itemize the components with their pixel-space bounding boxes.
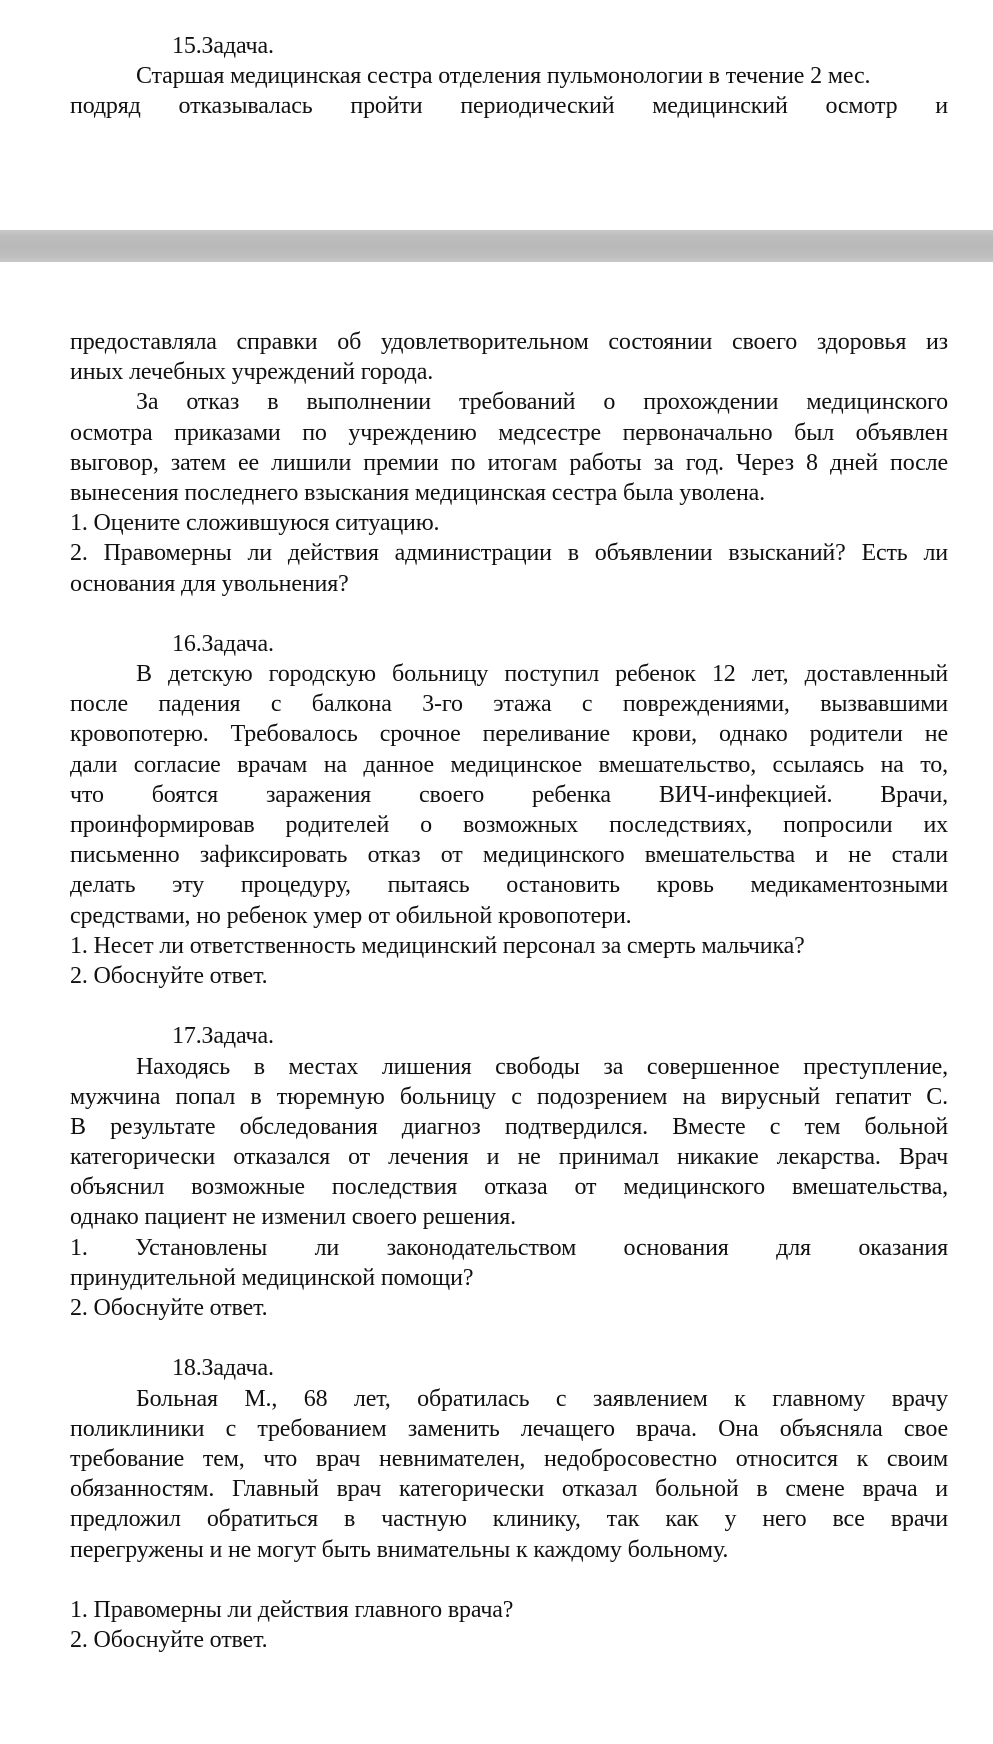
paragraph-line: средствами, но ребенок умер от обильной кровопотери. <box>70 902 632 929</box>
paragraph-line: В результате обследования диагноз подтвердился. Вместе с тем больной <box>70 1113 948 1140</box>
paragraph-line: после падения с балкона 3-го этажа с повреждениями, вызвавшими <box>70 691 948 718</box>
spacer <box>70 991 948 1021</box>
page-fragment-bottom <box>0 262 993 1744</box>
page-fragment-top <box>0 0 993 230</box>
paragraph-line: вынесения последнего взыскания медицинская сестра была уволена. <box>70 479 766 506</box>
spacer <box>70 1323 948 1353</box>
question-item: 2. Правомерны ли действия администрации в объявлении взысканий? Есть ли <box>70 540 948 567</box>
paragraph-line: Больная М., 68 лет, обратилась с заявлением к главному врачу <box>136 1385 948 1412</box>
task-18-title: 18.Задача. <box>172 1355 274 1382</box>
document-body <box>70 327 948 1655</box>
paragraph-line: Находясь в местах лишения свободы за совершенное преступление, <box>136 1053 948 1080</box>
paragraph-line: письменно зафиксировать отказ от медицинского вмешательства и не стали <box>70 842 948 869</box>
task-15-title: 15.Задача. <box>172 33 274 59</box>
paragraph-line: проинформировав родителей о возможных последствиях, попросили их <box>70 812 948 838</box>
paragraph-line: В детскую городскую больницу поступил ребенок 12 лет, доставленный <box>136 661 948 688</box>
paragraph-line: делать эту процедуру, пытаясь остановить кровь медикаментозными <box>70 872 948 899</box>
question-item: 2. Обоснуйте ответ. <box>70 962 268 989</box>
paragraph-line: иных лечебных учреждений города. <box>70 359 434 386</box>
paragraph-line: выговор, затем ее лишили премии по итогам работы за год. Через 8 дней после <box>70 449 948 476</box>
paragraph-line: предложил обратиться в частную клинику, так как у него все врачи <box>70 1506 948 1533</box>
question-item: 1. Оцените сложившуюся ситуацию. <box>70 510 440 537</box>
paragraph-line: мужчина попал в тюремную больницу с подозрением на вирусный гепатит С. <box>70 1083 948 1110</box>
paragraph-line: дали согласие врачам на данное медицинское вмешательство, ссылаясь на то, <box>70 751 948 778</box>
question-item: 2. Обоснуйте ответ. <box>70 1627 268 1654</box>
question-item: 2. Обоснуйте ответ. <box>70 1295 268 1321</box>
page-separator <box>0 230 993 262</box>
task-17-title: 17.Задача. <box>172 1023 274 1050</box>
paragraph-line: предоставляла справки об удовлетворительном состоянии своего здоровья из <box>70 329 948 355</box>
paragraph-line: категорически отказался от лечения и не принимал никакие лекарства. Врач <box>70 1144 948 1171</box>
question-item: 1. Установлены ли законодательством основания для оказания <box>70 1234 948 1261</box>
paragraph-line: основания для увольнения? <box>70 570 349 597</box>
paragraph-line: осмотра приказами по учреждению медсестре первоначально был объявлен <box>70 419 948 446</box>
paragraph-line: обязанностям. Главный врач категорически отказал больной в смене врача и <box>70 1476 948 1503</box>
paragraph-line: За отказ в выполнении требований о прохождении медицинского <box>136 389 948 416</box>
paragraph-line: Старшая медицинская сестра отделения пульмонологии в течение 2 мес. <box>136 63 871 90</box>
paragraph-line: перегружены и не могут быть внимательны к каждому больному. <box>70 1536 729 1563</box>
paragraph-line: требование тем, что врач невнимателен, недобросовестно относится к своим <box>70 1445 948 1472</box>
paragraph-line: поликлиники с требованием заменить лечащего врача. Она объясняла свое <box>70 1415 948 1442</box>
question-item: 1. Несет ли ответственность медицинский персонал за смерть мальчика? <box>70 932 805 959</box>
spacer <box>70 599 948 629</box>
paragraph-line: объяснил возможные последствия отказа от медицинского вмешательства, <box>70 1174 948 1201</box>
task-15-header <box>70 31 948 122</box>
task-16-title: 16.Задача. <box>172 630 274 657</box>
paragraph-line: кровопотерю. Требовалось срочное переливание крови, однако родители не <box>70 721 948 748</box>
paragraph-line: подряд отказывалась пройти периодический медицинский осмотр и <box>70 93 948 120</box>
paragraph-line: однако пациент не изменил своего решения. <box>70 1204 516 1231</box>
paragraph-line: принудительной медицинской помощи? <box>70 1264 474 1291</box>
question-item: 1. Правомерны ли действия главного врача? <box>70 1596 514 1623</box>
paragraph-line: что боятся заражения своего ребенка ВИЧ-инфекцией. Врачи, <box>70 781 948 808</box>
spacer <box>70 1565 948 1595</box>
